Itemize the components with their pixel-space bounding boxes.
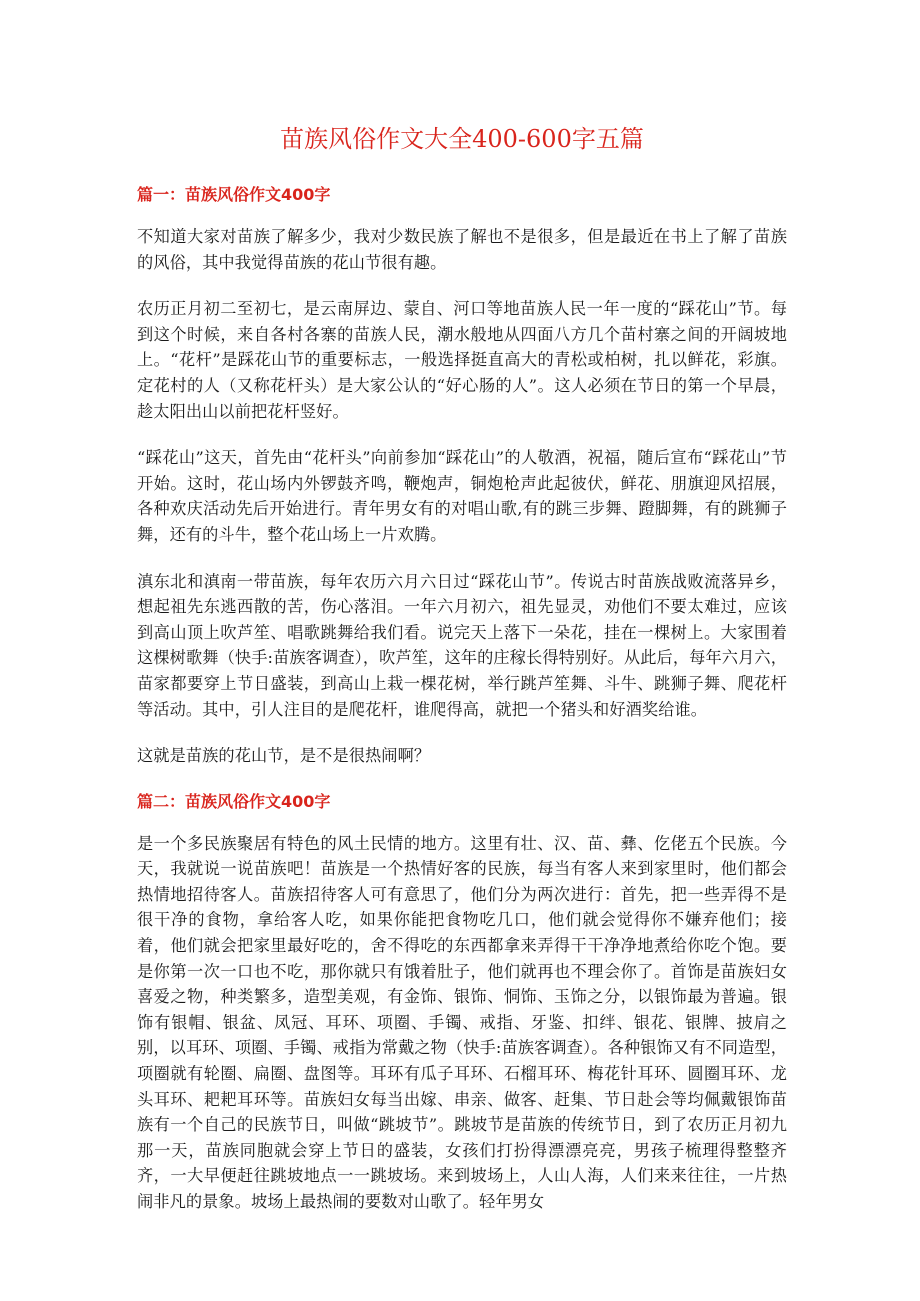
section-heading-2: 篇二：苗族风俗作文400字 xyxy=(137,791,331,811)
section-heading-1: 篇一：苗族风俗作文400字 xyxy=(137,185,331,204)
document-title: 苗族风俗作文大全400-600字五篇 xyxy=(280,125,644,153)
paragraph: 这就是苗族的花山节，是不是很热闹啊？ xyxy=(137,746,431,766)
document-page xyxy=(137,0,787,1215)
paragraph: 不知道大家对苗族了解多少，我对少数民族了解也不是很多，但是最近在书上了解了苗族的风俗，其中我觉得苗族的花山节很有趣。 xyxy=(137,227,787,272)
paragraph: 滇东北和滇南一带苗族，每年农历六月六日过“踩花山节”。传说古时苗族战败流落异乡，想起祖先东逃西散的苦，伤心落泪。一年六月初六，祖先显灵，劝他们不要太难过，应该到高山顶上吹芦笙、唱歌跳舞给我们看。说完天上落下一朵花，挂在一棵树上。大家围着这棵树歌舞（快手:苗族客调查），吹芦笙，这年的庄稼长得特别好。从此后，每年六月六，苗家都要穿上节日盛装，到高山上栽一棵花树，举行跳芦笙舞、斗牛、跳狮子舞、爬花杆等活动。其中，引人注目的是爬花杆，谁爬得高，就把一个猪头和好酒奖给谁。 xyxy=(137,571,787,719)
paragraph: 是一个多民族聚居有特色的风土民情的地方。这里有壮、汉、苗、彝、仡佬五个民族。今天，我就说一说苗族吧！苗族是一个热情好客的民族，每当有客人来到家里时，他们都会热情地招待客人。苗族招待客人可有意思了，他们分为两次进行：首先，把一些弄得不是很干净的食物，拿给客人吃，如果你能把食物吃几口，他们就会觉得你不嫌弃他们；接着，他们就会把家里最好吃的，舍不得吃的东西都拿来弄得干干净净地煮给你吃个饱。要是你第一次一口也不吃，那你就只有饿着肚子，他们就再也不理会你了。首饰是苗族妇女喜爱之物，种类繁多，造型美观，有金饰、银饰、恫饰、玉饰之分，以银饰最为普遍。银饰有银帽、银盆、凤冠、耳环、项圈、手镯、戒指、牙鉴、扣绊、银花、银牌、披肩之别，以耳环、项圈、手镯、戒指为常戴之物（快手:苗族客调查）。各种银饰又有不同造型，项圈就有轮圈、扁圈、盘图等。耳环有瓜子耳环、石榴耳环、梅花针耳环、圆圈耳环、龙头耳环、耙耙耳环等。苗族妇女每当出嫁、串亲、做客、赶集、节日赴会等均佩戴银饰苗族有一个自己的民族节日，叫做“跳坡节”。跳坡节是苗族的传统节日，到了农历正月初九那一天，苗族同胞就会穿上节日的盛装，女孩们打扮得漂漂亮亮，男孩子梳理得整整齐齐，一大早便赶往跳坡地点一一跳坡场。来到坡场上，人山人海，人们来来往往，一片热闹非凡的景象。坡场上最热闹的要数对山歌了。轻年男女 xyxy=(137,833,787,1211)
paragraph: 农历正月初二至初七，是云南屏边、蒙自、河口等地苗族人民一年一度的“踩花山”节。每到这个时候，来自各村各寨的苗族人民，潮水般地从四面八方几个苗村寨之间的开阔坡地上。“花杆”是踩花山节的重要标志，一般选择挺直高大的青松或柏树，扎以鲜花，彩旗。定花村的人（又称花杆头）是大家公认的“好心肠的人”。这人必须在节日的第一个早晨，趁太阳出山以前把花杆竖好。 xyxy=(137,299,787,421)
paragraph: “踩花山”这天，首先由“花杆头”向前参加“踩花山”的人敬酒，祝福，随后宣布“踩花山”节开始。这时，花山场内外锣鼓齐鸣，鞭炮声，铜炮枪声此起彼伏，鲜花、朋旗迎风招展，各种欢庆活动先后开始进行。青年男女有的对唱山歌,有的跳三步舞、蹬脚舞，有的跳狮子舞，还有的斗牛，整个花山场上一片欢腾。 xyxy=(137,448,787,544)
